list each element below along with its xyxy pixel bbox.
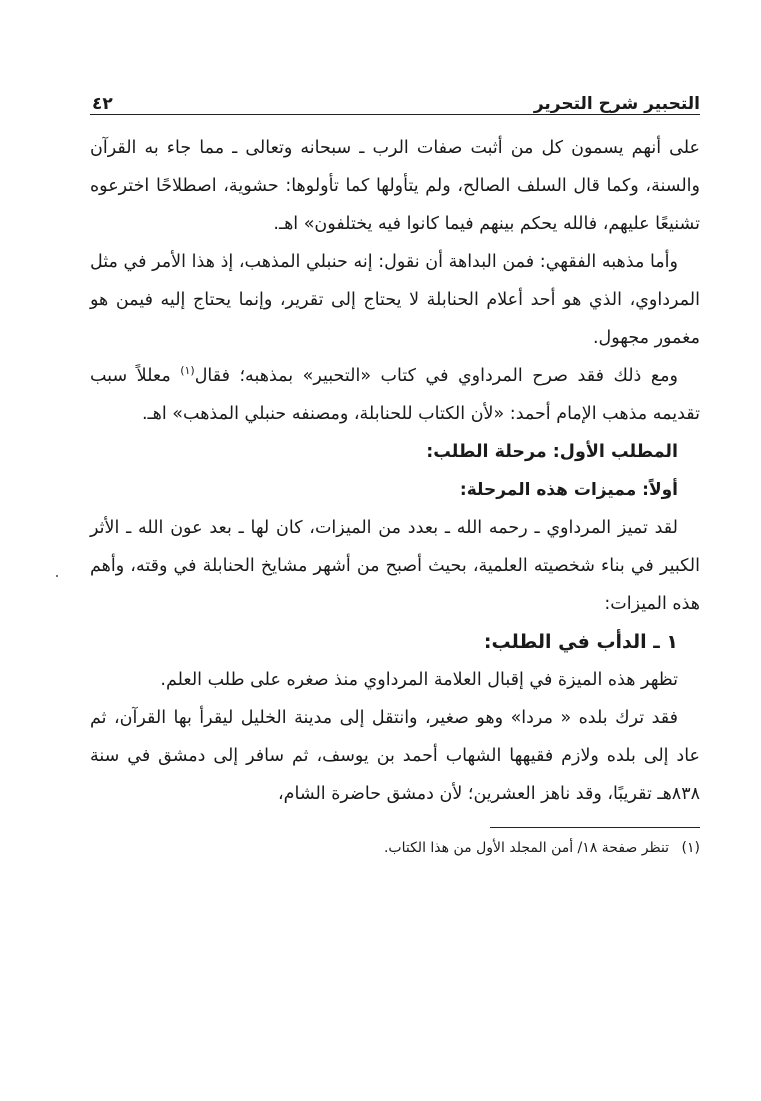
footnote-reference: (١)	[180, 364, 195, 378]
paragraph-5: تظهر هذه الميزة في إقبال العلامة المرداوي منذ صغره على طلب العلم.	[160, 670, 678, 690]
subsection-heading: أولاً: مميزات هذه المرحلة:	[459, 480, 678, 500]
page-body	[90, 129, 700, 813]
paragraph-3-end: معللاً سبب تقديمه مذهب الإمام أحمد: «لأن الكتاب للحنابلة، ومصنفه حنبلي المذهب» اهـ.	[90, 366, 700, 424]
document-page	[90, 88, 700, 858]
footnote-divider	[490, 827, 700, 828]
paragraph-3-start: ومع ذلك فقد صرح المرداوي في كتاب «التحبير» بمذهبه؛ فقال	[194, 366, 678, 386]
footnote-number: (١)	[681, 840, 700, 856]
footnote	[90, 838, 700, 858]
section-heading: المطلب الأول: مرحلة الطلب:	[426, 442, 678, 462]
page-number: ٤٢	[92, 94, 113, 114]
paragraph-1: على أنهم يسمون كل من أثبت صفات الرب ـ سبحانه وتعالى ـ مما جاء به القرآن والسنة، وكما قال السلف الصالح، ولم يتأولها كما تأولوها: حشوية، اصطلاحًا اخترعوه تشنيعًا عليهم، فالله يحكم بينهم فيما كانوا فيه يختلفون» اهـ.	[90, 138, 700, 234]
page-header	[90, 88, 700, 115]
scan-speck	[56, 575, 58, 577]
footnote-text: تنظر صفحة ١٨/ أمن المجلد الأول من هذا الكتاب.	[383, 840, 670, 856]
paragraph-4: لقد تميز المرداوي ـ رحمه الله ـ بعدد من الميزات، كان لها ـ بعد عون الله ـ الأثر الكبير في بناء شخصيته العلمية، بحيث أصبح من أشهر مشايخ الحنابلة في وقته، وأهم هذه الميزات:	[90, 518, 700, 614]
running-title: التحبير شرح التحرير	[533, 94, 700, 114]
item-heading: ١ ـ الدأب في الطلب:	[483, 631, 678, 653]
paragraph-3	[90, 357, 700, 433]
paragraph-2: وأما مذهبه الفقهي: فمن البداهة أن نقول: إنه حنبلي المذهب، إذ هذا الأمر في مثل المرداوي، الذي هو أحد أعلام الحنابلة لا يحتاج إلى تقرير، وإنما يحتاج إليه فيمن هو مغمور مجهول.	[90, 252, 700, 348]
paragraph-6: فقد ترك بلده « مردا» وهو صغير، وانتقل إلى مدينة الخليل ليقرأ بها القرآن، ثم عاد إلى بلده ولازم فقيهها الشهاب أحمد بن يوسف، ثم سافر إلى دمشق في سنة ٨٣٨هـ تقريبًا، وقد ناهز العشرين؛ لأن دمشق حاضرة الشام،	[90, 708, 700, 804]
